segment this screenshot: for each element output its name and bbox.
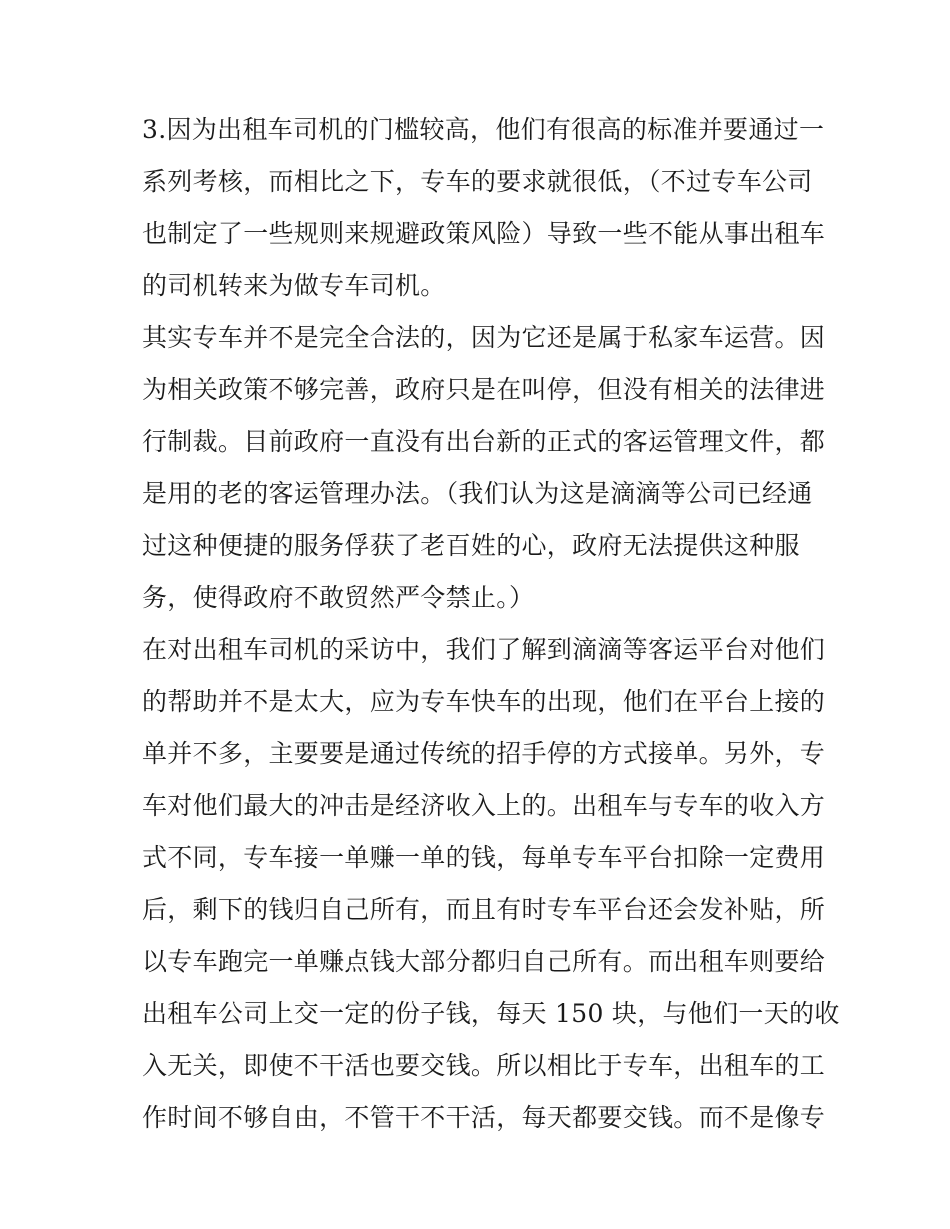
text-line: 系列考核，而相比之下，专车的要求就很低，（不过专车公司 — [142, 167, 813, 196]
text-line: 入无关，即使不干活也要交钱。所以相比于专车，出租车的工 — [142, 1051, 826, 1080]
text-line: 过这种便捷的服务俘获了老百姓的心，政府无法提供这种服 — [142, 531, 800, 560]
text-line: 行制裁。目前政府一直没有出台新的正式的客运管理文件，都 — [142, 427, 826, 456]
text-line: 的帮助并不是太大，应为专车快车的出现，他们在平台上接的 — [142, 687, 826, 716]
text-line: 是用的老的客运管理办法。（我们认为这是滴滴等公司已经通 — [142, 479, 813, 508]
text-line: 务，使得政府不敢贸然严令禁止。） — [142, 583, 535, 612]
text-line: 以专车跑完一单赚点钱大部分都归自己所有。而出租车则要给 — [142, 947, 826, 976]
text-line: 3.因为出租车司机的门槛较高，他们有很高的标准并要通过一 — [142, 115, 825, 144]
text-line: 式不同，专车接一单赚一单的钱，每单专车平台扣除一定费用 — [142, 843, 826, 872]
text-line: 其实专车并不是完全合法的，因为它还是属于私家车运营。因 — [142, 323, 826, 352]
text-line: 出租车公司上交一定的份子钱，每天 150 块，与他们一天的收 — [142, 999, 840, 1028]
text-line: 车对他们最大的冲击是经济收入上的。出租车与专车的收入方 — [142, 791, 826, 820]
text-line: 也制定了一些规则来规避政策风险）导致一些不能从事出租车 — [142, 219, 826, 248]
text-line: 后，剩下的钱归自己所有，而且有时专车平台还会发补贴，所 — [142, 895, 826, 924]
text-line: 单并不多，主要要是通过传统的招手停的方式接单。另外，专 — [142, 739, 826, 768]
text-line: 在对出租车司机的采访中，我们了解到滴滴等客运平台对他们 — [142, 635, 826, 664]
text-line: 为相关政策不够完善，政府只是在叫停，但没有相关的法律进 — [142, 375, 826, 404]
text-line: 的司机转来为做专车司机。 — [142, 271, 446, 300]
text-line: 作时间不够自由，不管干不干活，每天都要交钱。而不是像专 — [142, 1103, 826, 1132]
